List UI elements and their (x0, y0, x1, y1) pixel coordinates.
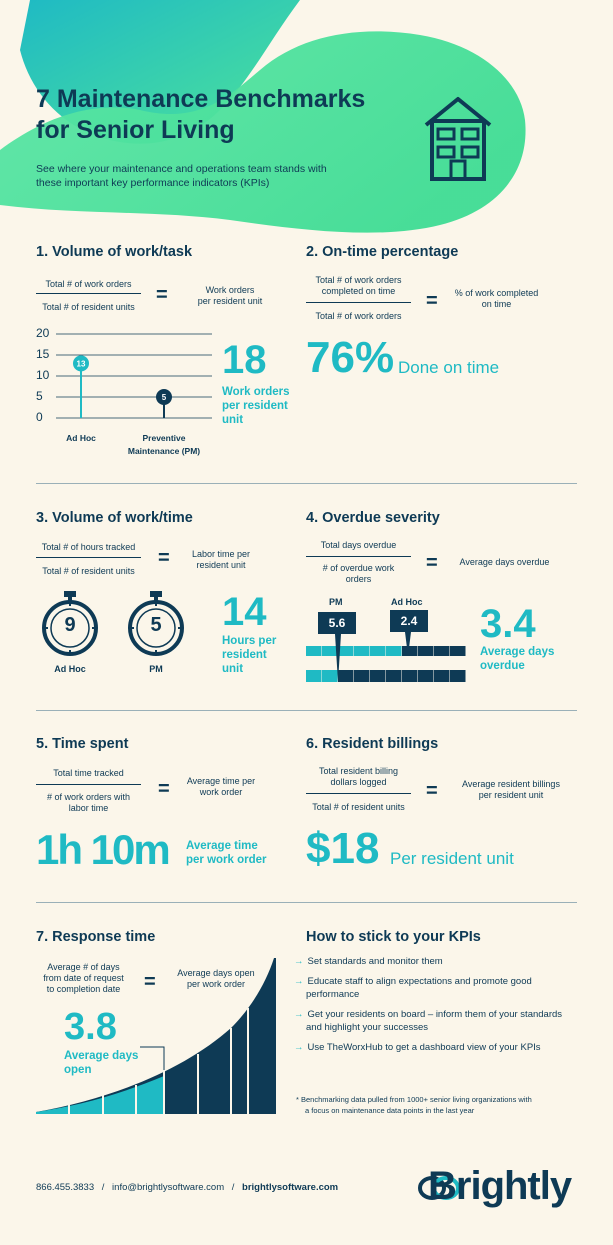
bar-segment (386, 670, 402, 682)
s5-big-number: 1h 10m (36, 826, 169, 873)
data-label: 13 (76, 359, 86, 369)
s4-overdue-bars (305, 594, 467, 686)
s4-adhoc-value: 2.4 (390, 610, 428, 632)
section-5-title: 5. Time spent (36, 736, 129, 752)
category-label: Preventive Maintenance (PM) (127, 433, 201, 456)
arrow-right-icon: → (294, 956, 304, 967)
category-label: Ad Hoc (66, 433, 96, 443)
s1-formula-result: Work orders per resident unit (197, 285, 263, 306)
arrow-right-icon: → (294, 1042, 304, 1053)
s4-pm-value: 5.6 (318, 612, 356, 634)
tips-list (294, 955, 564, 1061)
footnote: * Benchmarking data pulled from 1000+ senior living organizations with a focus on maintenance data points in the last year (296, 1095, 532, 1115)
s4-pm-label: PM (329, 597, 343, 607)
website-link[interactable]: brightlysoftware.com (242, 1182, 339, 1193)
bar-segment (370, 646, 386, 656)
s4-fraction-line (306, 556, 411, 557)
y-tick-label: 15 (36, 347, 50, 361)
s1-big-label: Work orders per resident unit (222, 386, 290, 426)
s2-fraction-line (306, 302, 411, 303)
bar-segment (370, 670, 386, 682)
s5-equals: = (158, 778, 170, 800)
house-icon (422, 95, 494, 183)
bar-segment (434, 670, 450, 682)
s3-timer-adhoc-value: 9 (64, 614, 76, 636)
s7-formula-numerator: Average # of days from date of request to completion date (43, 962, 124, 994)
s7-formula-result: Average days open per work order (177, 968, 255, 989)
bar-segment (386, 646, 402, 656)
footer-contact: 866.455.3833 / info@brightlysoftware.com / brightlysoftware.com (36, 1182, 339, 1193)
s4-formula-denominator: # of overdue work orders (322, 563, 395, 584)
section-6-title: 6. Resident billings (306, 736, 439, 752)
s7-big-number: 3.8 (64, 1006, 117, 1048)
section-4-title: 4. Overdue severity (306, 510, 440, 526)
s7-equals: = (144, 971, 156, 993)
s6-equals: = (426, 780, 438, 802)
bar-segment (450, 646, 466, 656)
list-item: → Use TheWorxHub to get a dashboard view of your KPIs (294, 1042, 541, 1053)
brightly-logo: Brightly (428, 1164, 572, 1208)
s4-big-number: 3.4 (480, 602, 536, 646)
phone-number[interactable]: 866.455.3833 (36, 1182, 95, 1193)
bar-segment (322, 646, 338, 656)
data-label: 5 (161, 393, 167, 402)
s3-fraction-line (36, 557, 141, 558)
y-tick-label: 20 (36, 326, 50, 340)
s1-fraction-line (36, 293, 141, 294)
bar-segment (338, 670, 354, 682)
s1-equals: = (156, 284, 168, 306)
s1-big-number: 18 (222, 338, 267, 382)
s2-formula-result: % of work completed on time (454, 288, 539, 309)
section-2-title: 2. On-time percentage (306, 244, 459, 260)
s4-adhoc-label: Ad Hoc (391, 597, 423, 607)
divider (36, 483, 577, 484)
bar-segment (354, 670, 370, 682)
tips-title: How to stick to your KPIs (306, 929, 481, 945)
bar-segment (450, 670, 466, 682)
list-item: → Set standards and monitor them (294, 956, 443, 967)
s7-big-label: Average days open (64, 1050, 139, 1076)
s2-formula-numerator: Total # of work orders completed on time (315, 275, 402, 296)
s3-formula-result: Labor time per resident unit (191, 549, 251, 570)
s2-big-number: 76% (306, 333, 395, 382)
section-1-title: 1. Volume of work/task (36, 244, 193, 260)
bar-segment (306, 646, 322, 656)
section-3-title: 3. Volume of work/time (36, 510, 193, 526)
s2-formula-denominator: Total # of work orders (315, 311, 402, 321)
s6-big-number: $18 (306, 824, 380, 873)
s3-formula-denominator: Total # of resident units (42, 566, 135, 576)
s1-bar-chart (36, 326, 216, 456)
s3-big-label: Hours per resident unit (222, 635, 277, 675)
s4-big-label: Average days overdue (480, 646, 555, 672)
list-item: → Educate staff to align expectations and promote good performance (294, 976, 532, 1000)
s4-equals: = (426, 552, 438, 574)
s1-formula-denominator: Total # of resident units (42, 302, 135, 312)
divider (36, 710, 577, 711)
s3-equals: = (158, 547, 170, 569)
s2-equals: = (426, 290, 438, 312)
s2-big-label: Done on time (398, 358, 500, 377)
s4-formula-numerator: Total days overdue (320, 540, 397, 550)
y-tick-label: 10 (36, 368, 50, 382)
email-link[interactable]: info@brightlysoftware.com (112, 1182, 225, 1193)
s5-fraction-line (36, 784, 141, 785)
bar-segment (402, 646, 418, 656)
s6-big-label: Per resident unit (390, 849, 514, 868)
page-subtitle: See where your maintenance and operations team stands with these important key performance indicators (KPIs) (36, 163, 327, 189)
arrow-right-icon: → (294, 1009, 304, 1020)
bar-segment (338, 646, 354, 656)
s4-formula-result: Average days overdue (459, 557, 550, 567)
s1-formula-numerator: Total # of work orders (45, 279, 132, 289)
s5-formula-result: Average time per work order (186, 776, 256, 797)
s6-formula-result: Average resident billings per resident unit (462, 779, 560, 800)
bar-segment (418, 646, 434, 656)
bar-segment (402, 670, 418, 682)
bar-segment (322, 670, 338, 682)
divider (36, 902, 577, 903)
s6-formula-denominator: Total # of resident units (312, 802, 405, 812)
s5-big-label: Average time per work order (186, 840, 267, 866)
list-item: → Get your residents on board – inform them of your standards and highlight your successes (294, 1009, 563, 1033)
s3-timer-pm-value: 5 (150, 614, 162, 636)
bar-segment (418, 670, 434, 682)
s3-big-number: 14 (222, 590, 267, 634)
s5-formula-numerator: Total time tracked (53, 768, 124, 778)
s6-fraction-line (306, 793, 411, 794)
s3-timer-pm-label: PM (149, 664, 163, 674)
bar-segment (354, 646, 370, 656)
s6-formula-numerator: Total resident billing dollars logged (318, 766, 399, 787)
arrow-right-icon: → (294, 976, 304, 987)
page-title: 7 Maintenance Benchmarks for Senior Living (36, 85, 366, 144)
s3-timer-adhoc-label: Ad Hoc (54, 664, 86, 674)
bar-segment (434, 646, 450, 656)
y-tick-label: 5 (36, 389, 43, 403)
bar-segment (306, 670, 322, 682)
section-7-title: 7. Response time (36, 929, 156, 945)
y-tick-label: 0 (36, 410, 43, 424)
s3-formula-numerator: Total # of hours tracked (41, 542, 136, 552)
s5-formula-denominator: # of work orders with labor time (46, 792, 131, 813)
